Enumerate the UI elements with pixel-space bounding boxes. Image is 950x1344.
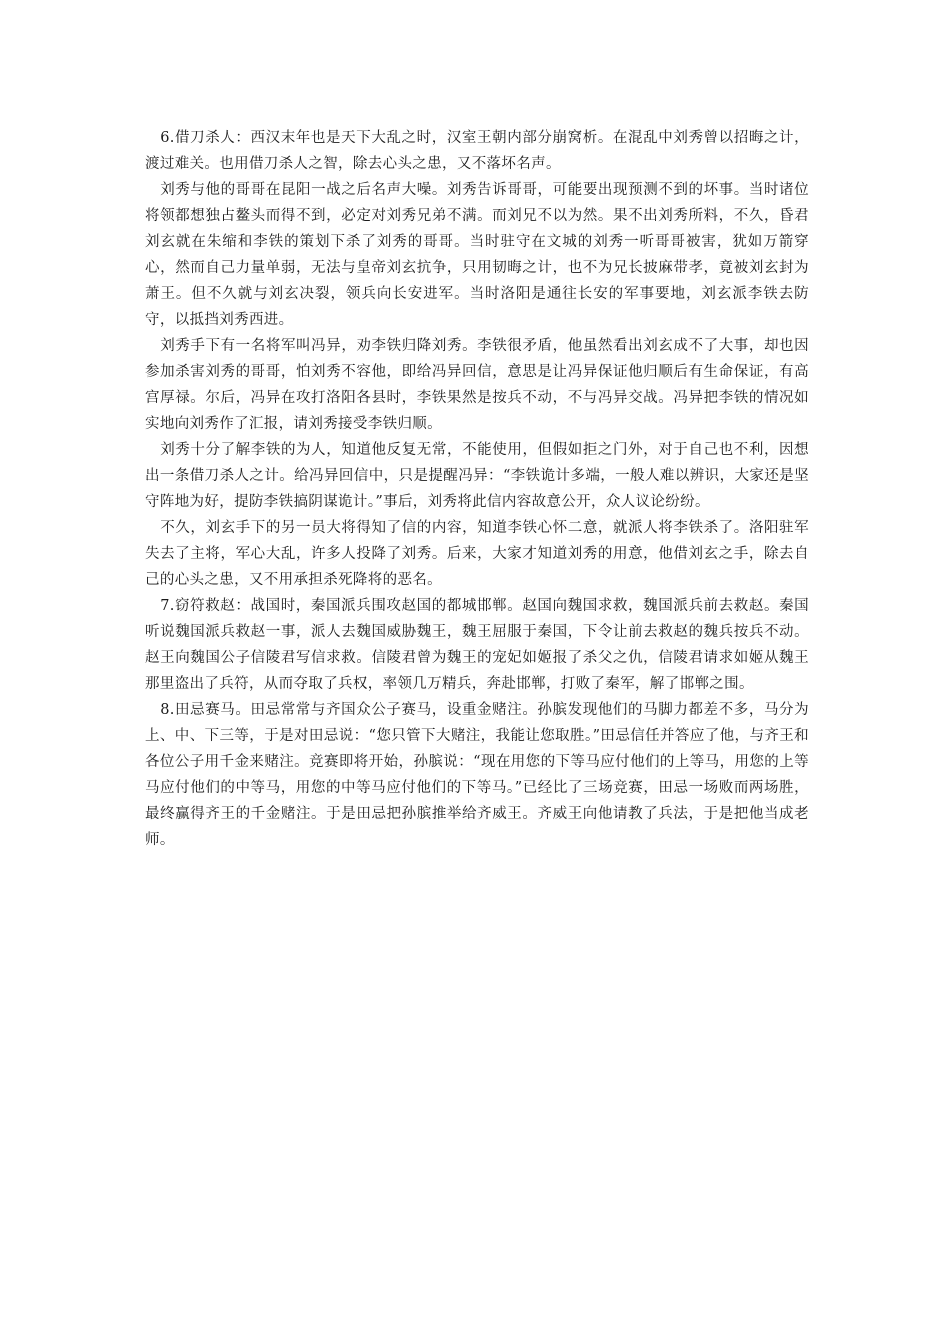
paragraph-liuxiu-letter: 刘秀十分了解李铁的为人，知道他反复无常，不能使用，但假如拒之门外，对于自己也不利，因想出一条借刀杀人之计。给冯异回信中，只是提醒冯异：“李铁诡计多端，一般人难以辨识，大家还是坚守阵地为好，提防李铁搞阴谋诡计。”事后，刘秀将此信内容故意公开，众人议论纷纷。 xyxy=(145,442,809,510)
paragraph-liuxiu-brother: 刘秀与他的哥哥在昆阳一战之后名声大噪。刘秀告诉哥哥，可能要出现预测不到的坏事。当时诸位将领都想独占鳌头而得不到，必定对刘秀兄弟不满。而刘兄不以为然。果不出刘秀所料，不久，昏君刘玄就在朱缩和李铁的策划下杀了刘秀的哥哥。当时驻守在文城的刘秀一听哥哥被害，犹如万箭穿心，然而自己力量单弱，无法与皇帝刘玄抗争，只用韧晦之计，也不为兄长披麻带孝，竟被刘玄封为萧王。但不久就与刘玄决裂，领兵向长安进军。当时洛阳是通往长安的军事要地，刘玄派李铁去防守，以抵挡刘秀西进。 xyxy=(145,182,809,328)
document-body xyxy=(145,125,809,853)
paragraph-qiefu-jiuzhao: 7.窃符救赵：战国时，秦国派兵围攻赵国的都城邯郸。赵国向魏国求救，魏国派兵前去救赵。秦国听说魏国派兵救赵一事，派人去魏国威胁魏王，魏王屈服于秦国，下令让前去救赵的魏兵按兵不动。赵王向魏国公子信陵君写信求救。信陵君曾为魏王的宠妃如姬报了杀父之仇，信陵君请求如姬从魏王那里盗出了兵符，从而夺取了兵权，率领几万精兵，奔赴邯郸，打败了秦军，解了邯郸之围。 xyxy=(145,598,809,692)
paragraph-litie-killed: 不久，刘玄手下的另一员大将得知了信的内容，知道李铁心怀二意，就派人将李铁杀了。洛阳驻军失去了主将，军心大乱，许多人投降了刘秀。后来，大家才知道刘秀的用意，他借刘玄之手，除去自己的心头之患，又不用承担杀死降将的恶名。 xyxy=(145,520,809,588)
paragraph-fengyi-litie: 刘秀手下有一名将军叫冯异，劝李铁归降刘秀。李铁很矛盾，他虽然看出刘玄成不了大事，却也因参加杀害刘秀的哥哥，怕刘秀不容他，即给冯异回信，意思是让冯异保证他归顺后有生命保证，有高宫厚禄。尔后，冯异在攻打洛阳各县时，李铁果然是按兵不动，不与冯异交战。冯异把李铁的情况如实地向刘秀作了汇报，请刘秀接受李铁归顺。 xyxy=(145,338,809,432)
paragraph-tianji-saima: 8.田忌赛马。田忌常常与齐国众公子赛马，设重金赌注。孙膑发现他们的马脚力都差不多，马分为上、中、下三等，于是对田忌说：“您只管下大赌注，我能让您取胜。”田忌信任并答应了他，与齐王和各位公子用千金来赌注。竞赛即将开始，孙膑说：“现在用您的下等马应付他们的上等马，用您的上等马应付他们的中等马，用您的中等马应付他们的下等马。”已经比了三场竞赛，田忌一场败而两场胜，最终赢得齐王的千金赌注。于是田忌把孙膑推举给齐威王。齐威王向他请教了兵法，于是把他当成老师。 xyxy=(145,702,809,848)
paragraph-jiedao-sharen: 6.借刀杀人：西汉末年也是天下大乱之时，汉室王朝内部分崩窝析。在混乱中刘秀曾以招晦之计，渡过难关。也用借刀杀人之智，除去心头之患，又不落坏名声。 xyxy=(145,130,809,172)
